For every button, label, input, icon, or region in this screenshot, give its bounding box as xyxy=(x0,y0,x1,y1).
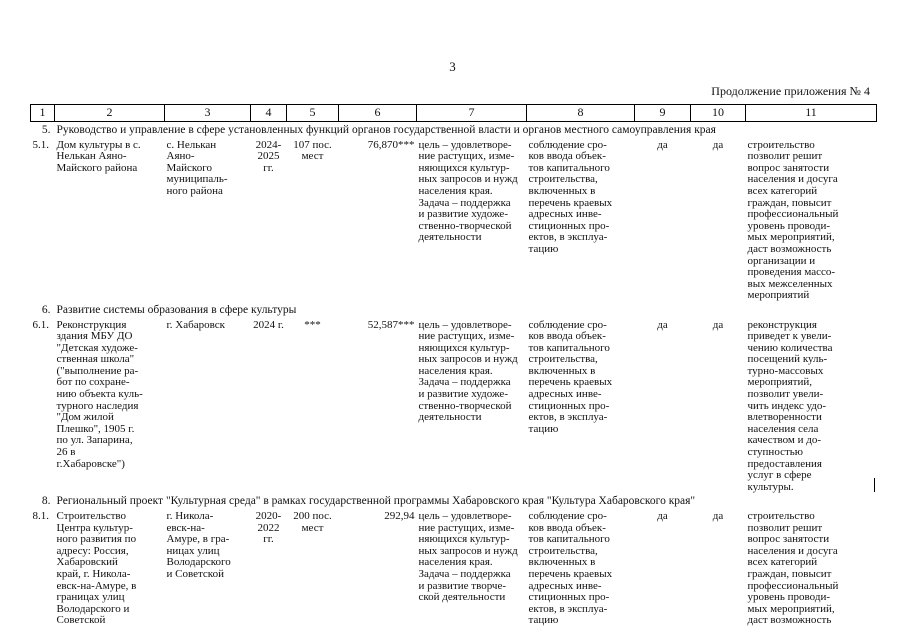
column-header: 4 xyxy=(251,105,287,122)
text-cursor-mark xyxy=(874,478,875,492)
continuation-note: Продолжение приложения № 4 xyxy=(711,84,870,98)
section-title: Развитие системы образования в сфере культуры xyxy=(56,303,297,316)
section-number: 6. xyxy=(41,303,51,316)
section-title: Руководство и управление в сфере установленных функций органов государственной власти и органов местного самоуправления края xyxy=(56,124,716,136)
object-name: Строительство Центра культур- ного развития по адресу: Россия, Хабаровский край, г. Никола- евск-на-Амуре, в границах улиц Володарского и Советской xyxy=(56,510,137,627)
object-cost: 52,587*** xyxy=(367,318,415,331)
object-effect: реконструкция приведет к увели- чению количества посещений куль- турно-массовых мероприятий, позволит увели- чить индекс удо- влетворенности населения села качеством и до- ступностью предоставления услуг в сфере культуры. xyxy=(747,318,833,493)
object-capacity: 200 пос. мест xyxy=(293,510,332,534)
table-header-row xyxy=(31,105,877,122)
section-row xyxy=(31,302,877,320)
row-number: 5.1. xyxy=(32,138,49,151)
column-9-value: да xyxy=(657,318,668,331)
table-row xyxy=(31,140,877,302)
column-10-value: да xyxy=(712,318,724,331)
row-number: 8.1. xyxy=(32,510,49,522)
object-capacity: *** xyxy=(304,318,321,331)
object-indicator: соблюдение сро- ков ввода объек- тов капитального строительства, включенных в перечень краевых адресных инве- стиционных про- ектов, в эксплуа- тацию xyxy=(528,318,613,435)
column-10-value: да xyxy=(712,510,724,522)
column-header: 9 xyxy=(635,105,691,122)
object-location: г. Никола- евск-на- Амуре, в гра- ницах улиц Володарского и Советской xyxy=(166,510,231,580)
object-goal: цель – удовлетворе- ние растущих, изме- няющихся культур- ных запросов и нужд населения края. Задача – поддержка и развитие творче- ской деятельности xyxy=(418,510,518,604)
column-header: 11 xyxy=(746,105,877,122)
object-indicator: соблюдение сро- ков ввода объек- тов капитального строительства, включенных в перечень краевых адресных инве- стиционных про- ектов, в эксплуа- тацию xyxy=(528,510,613,627)
column-header: 10 xyxy=(691,105,746,122)
column-header: 8 xyxy=(527,105,635,122)
column-header: 1 xyxy=(31,105,55,122)
column-9-value: да xyxy=(657,138,668,151)
table-row xyxy=(31,511,877,627)
object-capacity: 107 пос. мест xyxy=(293,138,332,163)
object-indicator: соблюдение сро- ков ввода объек- тов капитального строительства, включенных в перечень краевых адресных инве- стиционных про- ектов, в эксплуа- тацию xyxy=(528,138,613,255)
object-period: 2024- 2025 гг. xyxy=(255,138,282,174)
section-row xyxy=(31,493,877,511)
object-cost: 76,870*** xyxy=(367,138,415,151)
column-header: 7 xyxy=(417,105,527,122)
object-location: г. Хабаровск xyxy=(166,318,225,331)
object-name: Дом культуры в с. Нелькан Аяно- Майского района xyxy=(56,138,141,174)
object-effect: строительство позволит решит вопрос занятости населения и досуга всех категорий граждан, повысит профессиональный уровень проводи- мых мероприятий, даст возможность организации и проведения массо- вых межселенных мероприятий xyxy=(747,138,839,302)
object-name: Реконструкция здания МБУ ДО "Детская художе- ственная школа" ("выполнение ра- бот по сохране- нию объекта куль- турного наследия "Дом жилой Плешко", 1905 г. по ул. Запарина, 26 в г.Хабаровске") xyxy=(56,318,143,470)
object-period: 2020- 2022 гг. xyxy=(255,510,282,546)
object-goal: цель – удовлетворе- ние растущих, изме- няющихся культур- ных запросов и нужд населения края. Задача – поддержка и развитие художе- ственно-творческой деятельности xyxy=(418,138,518,244)
row-number: 6.1. xyxy=(32,318,49,331)
column-header: 6 xyxy=(339,105,417,122)
object-period: 2024 г. xyxy=(253,318,284,331)
column-header: 2 xyxy=(55,105,165,122)
object-location: с. Нелькан Аяно- Майского муниципаль- ного района xyxy=(166,138,228,197)
column-10-value: да xyxy=(712,138,724,151)
object-cost: 292,94 xyxy=(384,510,415,522)
object-effect: строительство позволит решит вопрос занятости населения и досуга всех категорий граждан, повысит профессиональный уровень проводи- мых мероприятий, даст возможность xyxy=(747,510,839,627)
appendix-table xyxy=(30,104,877,627)
page-number: 3 xyxy=(449,59,456,74)
section-number: 8. xyxy=(41,495,51,508)
section-row xyxy=(31,122,877,140)
column-9-value: да xyxy=(657,510,668,522)
column-header: 3 xyxy=(165,105,251,122)
section-title: Региональный проект "Культурная среда" в рамках государственной программы Хабаровского края "Культура Хабаровского края" xyxy=(56,495,696,508)
table-row xyxy=(31,320,877,494)
column-header: 5 xyxy=(287,105,339,122)
object-goal: цель – удовлетворе- ние растущих, изме- няющихся культур- ных запросов и нужд населения края. Задача – поддержка и развитие художе- ственно-творческой деятельности xyxy=(418,318,518,424)
section-number: 5. xyxy=(41,124,51,136)
